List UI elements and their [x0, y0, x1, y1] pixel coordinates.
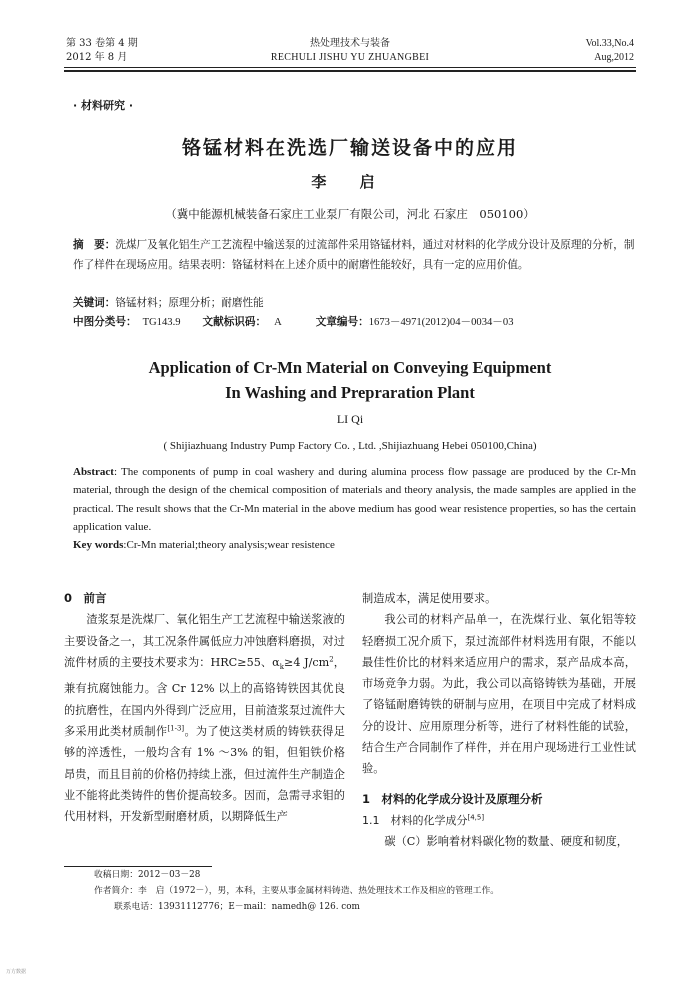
- title-en-line1: Application of Cr-Mn Material on Conveying Equipment: [148, 358, 552, 377]
- keywords-en-text: :Cr-Mn material;theory analysis;wear resistence: [123, 539, 335, 551]
- keywords-cn: [73, 294, 636, 314]
- keywords-en-label: Key words: [73, 539, 124, 551]
- citation-4-5[interactable]: [4,5]: [467, 813, 485, 822]
- journal-name-cn: 热处理技术与装备: [310, 38, 390, 49]
- journal-date-en: Aug,2012: [594, 52, 634, 63]
- title-cn: 铬锰材料在洗选厂输送设备中的应用: [181, 137, 518, 159]
- doc-code-label: 文献标识码：: [202, 316, 267, 328]
- section1-heading: 1 材料的化学成分设计及原理分析: [362, 791, 543, 806]
- citation-1-3[interactable]: [1-3]: [167, 724, 185, 733]
- abstract-cn: [73, 236, 636, 275]
- page-watermark: 万方数据: [6, 969, 27, 975]
- journal-name-pinyin: RECHULI JISHU YU ZHUANGBEI: [270, 52, 430, 63]
- clc-value: TG143.9: [142, 317, 181, 328]
- section-tag: · 材料研究 ·: [73, 99, 134, 112]
- author-en: LI Qi: [336, 412, 364, 426]
- keywords-en: [73, 536, 636, 554]
- affiliation-en: ( Shijiazhuang Industry Pump Factory Co. , Ltd. ,Shijiazhuang Hebei 050100,China): [163, 440, 537, 452]
- section0-heading: 0 前言: [64, 591, 107, 605]
- abstract-cn-label: 摘 要：: [73, 239, 116, 251]
- title-en-line2: In Washing and Prepraration Plant: [225, 383, 475, 402]
- clc-label: 中图分类号：: [73, 316, 137, 328]
- affiliation-cn: （冀中能源机械装备石家庄工业泵厂有限公司，河北 石家庄 050100）: [165, 207, 535, 221]
- classification-line: [73, 313, 636, 333]
- header-rule-bottom: [64, 70, 636, 72]
- abstract-en-label: Abstract: [73, 466, 114, 478]
- keywords-cn-label: 关键词：: [73, 297, 116, 309]
- right-p3: 碳（C）影响着材料碳化物的数量、硬度和韧度，: [384, 835, 628, 849]
- journal-volume-en: Vol.33,No.4: [585, 38, 634, 49]
- article-number-value: 1673－4971(2012)04－0034－03: [368, 317, 514, 328]
- journal-volume: 第 33 卷第 4 期: [66, 38, 138, 49]
- abstract-en-text: : The components of pump in coal washery and during alumina process flow passage are produced by the Cr-Mn material, through the design of the chemical composition of materials and theory analysis, the made samples are applied in the practical. The result shows that the Cr-Mn material in the above medium has good wear resistence properties, so has the certain application value.: [73, 466, 636, 533]
- article-number-label: 文章编号：: [315, 316, 369, 328]
- author-cn: 李 启: [311, 173, 389, 191]
- left-column: [64, 588, 345, 828]
- abstract-en: [73, 463, 636, 536]
- keywords-cn-text: 铬锰材料；原理分析；耐磨性能: [115, 297, 264, 309]
- doc-code-value: A: [274, 317, 282, 328]
- header-rule-top: [64, 67, 636, 68]
- section11-heading: 1.1 材料的化学成分[4,5]: [362, 813, 485, 827]
- right-p2: 我公司的材料产品单一，在洗煤行业、氧化铝等较轻磨损工况介质下，泵过流部件材料选用有限，不能以最佳性价比的材料来适应用户的需求，泵产品成本高，市场竞争力弱。为此，我公司以高铬铸铁为基础，开展了铬锰耐磨铸铁的研制与应用，在项目中完成了材料成分的设计、应用原理分析等，进行了材料性能的试验，结合生产合同制作了样件，并在用户现场进行工业性试验。: [362, 613, 636, 776]
- abstract-cn-text: 洗煤厂及氧化铝生产工艺流程中输送泵的过流部件采用铬锰材料，通过对材料的化学成分设计及原理的分析，制作了样件在现场应用。结果表明：铬锰材料在上述介质中的耐磨性能较好，具有一定的应用价值。: [73, 239, 635, 271]
- journal-date: 2012 年 8 月: [66, 52, 128, 63]
- intro-paragraph: 渣浆泵是洗煤厂、氧化铝生产工艺流程中输送浆液的主要设备之一，其工况条件属低应力冲蚀磨料磨损，对过流件材质的主要技术要求为：HRC≥55、$\alpha_k\ge 4$ $J/cm^2$，兼有抗腐蚀能力。含 Cr 12% 以上的高铬铸铁因其优良的抗磨性，在国内外得到广泛应用，目前渣浆泵过流件大多采用此类材质制作[1-3]。为了使这类材质的铸铁获得足够的淬透性，一般均含有 1% ～3% 的钼，但钼铁价格昂贵，而且目前的价格仍持续上涨，但过流件生产制造企业不能将此类铸件的售价提高较多。因而，急需寻求钼的代用材料，开发新型耐磨材质，以期降低生产: [64, 613, 345, 824]
- right-p1: 制造成本，满足使用要求。: [362, 592, 497, 605]
- right-column: [362, 588, 636, 853]
- footnote-contact: 联系电话：13931112776；E－mail：namedh@ 126. com: [114, 902, 360, 912]
- footnote-rule: [64, 866, 212, 867]
- footnote-author-bio: 作者简介：李 启（1972－），男，本科，主要从事金属材料铸造、热处理技术工作及相应的管理工作。: [94, 886, 500, 896]
- footnote-received: 收稿日期：2012－03－28: [94, 870, 201, 880]
